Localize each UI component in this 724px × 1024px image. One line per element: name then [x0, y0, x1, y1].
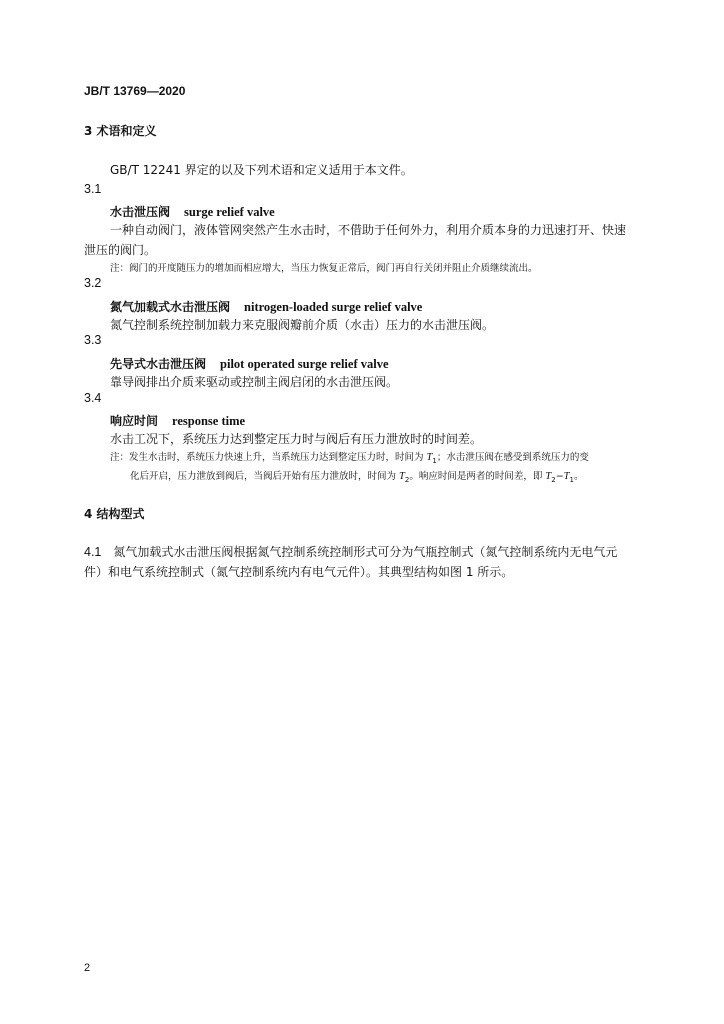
- page-number: 2: [84, 962, 91, 974]
- term-3-1: [110, 201, 275, 220]
- term-3-2: [110, 296, 422, 315]
- term-zh: 氮气加载式水击泄压阀: [110, 300, 231, 314]
- clause-number-3-2: 3.2: [84, 276, 102, 290]
- note-text: ；水击泄压阀在感受到系统压力的变: [436, 452, 589, 463]
- symbol-t2: T: [399, 471, 405, 482]
- paragraph-4-1-line1: [84, 543, 617, 560]
- subscript: 1: [432, 456, 437, 465]
- symbol-t2: T: [545, 471, 552, 482]
- section-4-heading: 4 结构型式: [84, 507, 145, 521]
- note-text: 。: [573, 471, 584, 482]
- term-zh: 先导式水击泄压阀: [110, 357, 207, 371]
- term-zh: 水击泄压阀: [110, 205, 171, 219]
- clause-number-3-1: 3.1: [84, 182, 102, 196]
- note-text: 注：发生水击时，系统压力快速上升，当系统压力达到整定压力时，时间为: [110, 452, 427, 463]
- subscript: 2: [551, 475, 556, 484]
- definition-3-1-line2: 泄压的阀门。: [84, 243, 157, 257]
- paragraph-4-1-line2: 件）和电气系统控制式（氮气控制系统内有电气元件）。其典型结构如图 1 所示。: [84, 565, 514, 579]
- clause-number-3-4: 3.4: [84, 391, 102, 405]
- term-3-3: [110, 353, 389, 372]
- term-en: nitrogen-loaded surge relief valve: [244, 300, 423, 314]
- term-zh: 响应时间: [110, 414, 159, 428]
- paragraph-text: 氮气加载式水击泄压阀根据氮气控制系统控制形式可分为气瓶控制式（氮气控制系统内无电气元: [113, 545, 618, 559]
- symbol-t1: T: [563, 471, 570, 482]
- note-3-4-line1: [110, 449, 589, 465]
- symbol-t1: T: [426, 452, 433, 463]
- clause-number-4-1: 4.1: [84, 545, 102, 559]
- term-en: pilot operated surge relief valve: [220, 357, 389, 371]
- note-text: 。响应时间是两者的时间差，即: [409, 471, 546, 482]
- section-3-heading: 3 术语和定义: [84, 124, 157, 138]
- note-text: 化后开启，压力泄放到阀后，当阀后开始有压力泄放时，时间为: [130, 471, 400, 482]
- term-en: response time: [172, 414, 246, 428]
- term-en: surge relief valve: [184, 205, 275, 219]
- note-3-4-line2: [130, 468, 583, 484]
- definition-3-2: 氮气控制系统控制加载力来克服阀瓣前介质（水击）压力的水击泄压阀。: [110, 318, 495, 332]
- definition-3-4: 水击工况下，系统压力达到整定压力时与阀后有压力泄放时的时间差。: [110, 432, 483, 446]
- note-3-1: 注：阀门的开度随压力的增加而相应增大，当压力恢复正常后，阀门再自行关闭并阻止介质继续流出。: [110, 263, 538, 274]
- definition-3-3: 靠导阀排出介质来驱动或控制主阀启闭的水击泄压阀。: [110, 375, 399, 389]
- standard-number: JB/T 13769—2020: [84, 84, 186, 98]
- clause-number-3-3: 3.3: [84, 333, 102, 347]
- subscript: 1: [569, 475, 574, 484]
- definition-3-1-line1: 一种自动阀门，液体管网突然产生水击时，不借助于任何外力，利用介质本身的力迅速打开、快速: [110, 223, 627, 237]
- subscript: 2: [404, 475, 410, 484]
- minus-sign: −: [555, 471, 564, 482]
- section-3-intro: GB/T 12241 界定的以及下列术语和定义适用于本文件。: [110, 163, 413, 177]
- term-3-4: [110, 410, 245, 429]
